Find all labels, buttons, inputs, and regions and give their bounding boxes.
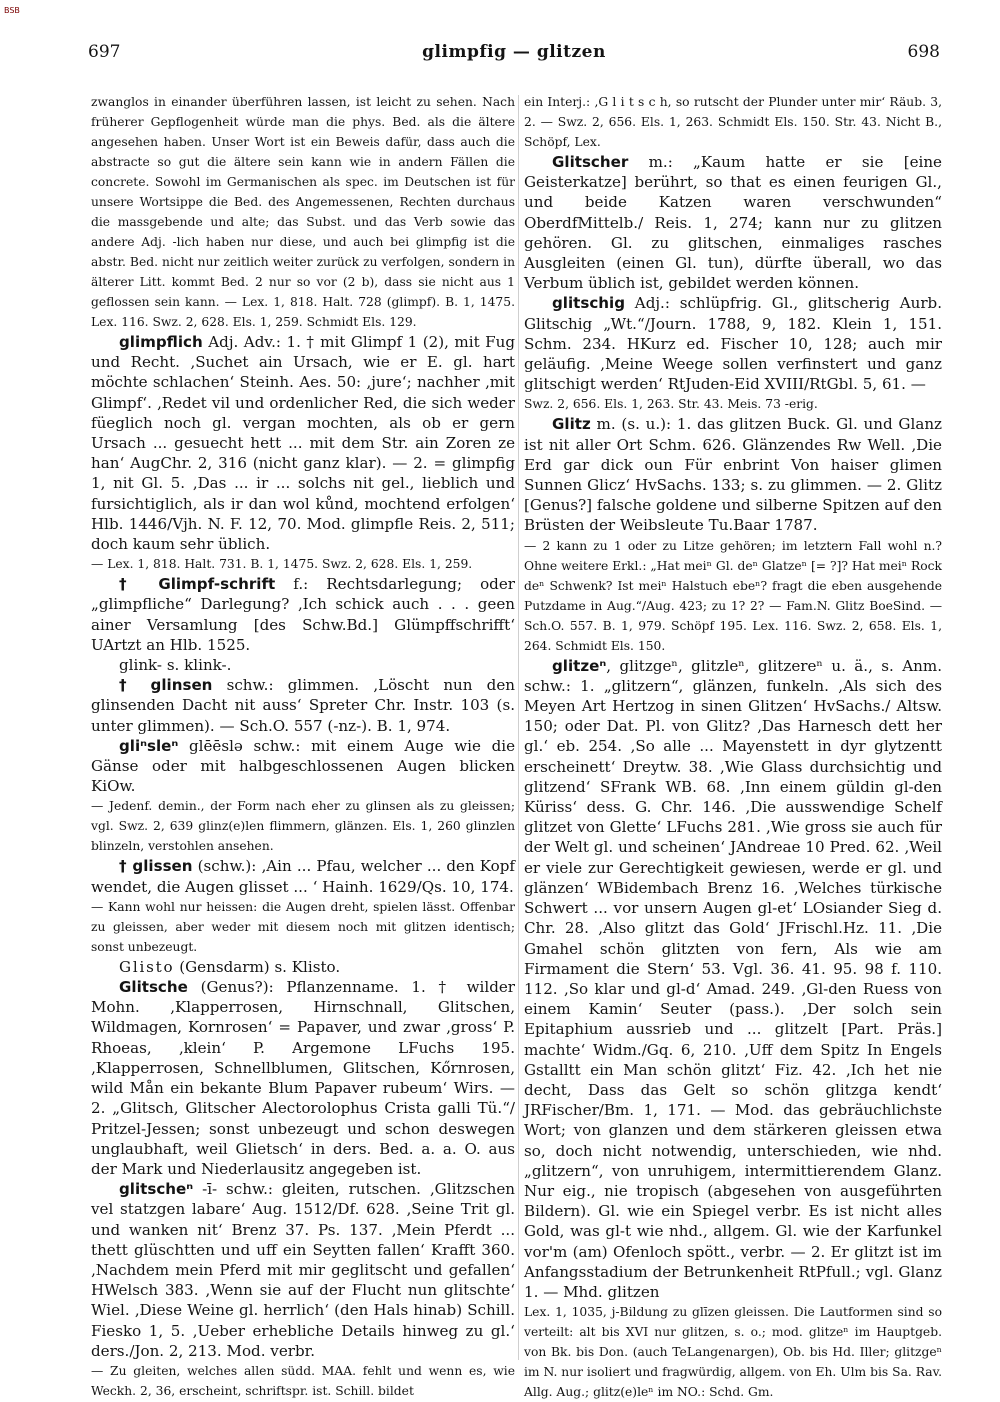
entry-text: Adj. Adv.: 1. † mit Glimpf 1 (2), mit Fug und Recht. ‚Suchet ain Ursach, wie er E. gl. hart möchte schlachen‘ Steinh. Aes. 50: ‚jure‘; nachher ‚mit Glimpf‘. ‚Redet vil und ordenlicher Red, die sich weder füeglich noch gl. vergan mochten, als ob er gern Ursach ... gesuecht hett ... mit dem Str. ain Zoren ze han‘ AugChr. 2, 316 (nicht ganz klar). — 2. = glimpfig 1, nit Gl. 5. ‚Das ... ir ... solchs nit gel., lieblich und fursichtiglich, als ir dan wol kůnd, mochtend erfolgen‘ Hlb. 1446/Vjh. N. F. 12, 70. Mod. glimpfle Reis. 2, 511; doch kaum sehr üblich.: [91, 333, 515, 554]
note-paragraph: [91, 92, 515, 332]
dictionary-entry: [91, 736, 515, 797]
dictionary-entry: [524, 152, 942, 293]
entry-text: ein Interj.: ‚G l i t s c h, so rutscht der Plunder unter mir‘ Räub. 3, 2. — Swz. 2, 656. Els. 1, 263. Schmidt Els. 150. Str. 43. Nicht B., Schöpf, Lex.: [524, 95, 942, 149]
dictionary-entry: [91, 675, 515, 736]
entry-text: — Zu gleiten, welches allen südd. MAA. fehlt und wenn es, wie Weckh. 2, 36, erscheint, schriftspr. ist. Schill. bildet: [91, 1363, 515, 1398]
dictionary-entry: [524, 656, 942, 1303]
page-number-right: 698: [907, 42, 940, 62]
entry-headword: † glinsen: [119, 676, 213, 695]
entry-text: f.: Rechtsdarlegung; oder „glimpfliche“ Darlegung? ‚Ich schick auch . . . geen ainer Versamlung [des Schw.Bd.] Glümpffschrifft‘ UArtzt an Hlb. 1525.: [91, 575, 515, 654]
entry-text: — Kann wohl nur heissen: die Augen dreht, spielen lässt. Offenbar zu gleissen, aber weder mit diesem noch mit glitzen identisch; sonst unbezeugt.: [91, 899, 515, 954]
entry-text: glēēslə schw.: mit einem Auge wie die Gänse oder mit halbgeschlossenen Augen blicken KiOw.: [91, 736, 515, 796]
entry-text: Lex. 1, 1035, j-Bildung zu glīzen gleissen. Die Lautformen sind so verteilt: alt bis XVI nur glitzen, s. o.; mod. glitzeⁿ im Hauptgeb. von Bk. bis Don. (auch TeLangenargen), Ob. bis Hd. Iller; glitzgeⁿ im N. nur isoliert und fragwürdig, allgem. von Eh. Ulm bis Sa. Rav. Allg. Aug.; glitz(e)leⁿ im NO.: Schd. Gm.: [524, 1305, 942, 1400]
entry-headword: gliⁿsleⁿ: [119, 736, 179, 755]
note-paragraph: [91, 1361, 515, 1401]
entry-headword: glitscheⁿ: [119, 1180, 194, 1199]
entry-headword: Glitscher: [552, 153, 629, 171]
left-column: [91, 92, 515, 1398]
entry-text: (Genus?): Pflanzenname. 1. † wilder Mohn. ‚Klapperrosen, Hirnschnall, Glitschen, Wildmagen, Kornrosen‘ = Papaver, und zwar ‚gross‘ P. Rhoeas, ‚klein‘ P. Argemone LFuchs 195. ‚Klapperrosen, Schnellblumen, Glitschen, Kőrnrosen, wild Mån ein bekante Blum Papaver rubeum‘ Wirs. — 2. „Glitsch, Glitscher Alectorolophus Crista galli Tü.“/ Pritzel-Jessen; sonst unbezeugt und schon deswegen unglaubhaft, weil Glietsch‘ in ders. Bed. a. a. O. aus der Mark und Niederlausitz angegeben ist.: [91, 978, 515, 1178]
entry-text: m.: „Kaum hatte er sie [eine Geisterkatze] berührt, so that es einen feurigen Gl., und beide Katzen waren verschwunden“ OberdfMittelb./ Reis. 1, 274; kann nur zu glitzen gehören. Gl. zu glitschen, einmaliges rasches Ausgleiten (einen Gl. tun), dürfte überall, wo das Verbum üblich ist, gebildet werden können.: [524, 153, 942, 293]
entry-text: — Jedenf. demin., der Form nach eher zu glinsen als zu gleissen; vgl. Swz. 2, 639 glinz(e)len flimmern, glänzen. Els. 1, 260 glinzlen blinzeln, verstohlen ansehen.: [91, 799, 515, 854]
note-paragraph: [91, 897, 515, 957]
note-paragraph: [524, 92, 942, 152]
dictionary-entry: [91, 1179, 515, 1361]
entry-headword: Glitz: [552, 415, 591, 434]
entry-headword: † glissen: [119, 857, 193, 876]
dictionary-entry: [524, 293, 942, 394]
entry-text: Swz. 2, 656. Els. 1, 263. Str. 43. Meis. 73 -erig.: [524, 397, 818, 412]
entry-headword: glitschig: [552, 294, 626, 313]
note-paragraph: [524, 1302, 942, 1402]
dictionary-entry: [91, 977, 515, 1179]
library-stamp: BSB: [4, 6, 20, 15]
page-title: glimpfig — glitzen: [422, 42, 606, 62]
entry-text: m. (s. u.): 1. das glitzen Buck. Gl. und Glanz ist nit aller Ort Schm. 626. Glänzendes Rw Well. ‚Die Erd gar dick oun Für enbrint Von haiser glimen Sunnen Glicz‘ HvSachs. 133; s. zu glimmen. — 2. Glitz [Genus?] falsche goldene und silberne Spitzen auf den Brüsten der Weibsleute Tu.Baar 1787.: [524, 415, 942, 535]
entry-text: — 2 kann zu 1 oder zu Litze gehören; im letztern Fall wohl n.? Ohne weitere Erkl.: „Hat meiⁿ Gl. deⁿ Glatzeⁿ [= ?]? Hat meiⁿ Rock deⁿ Schwenk? Ist meiⁿ Halstuch ebeⁿ? fragt die eben ausgehende Putzdame in Aug.“/Aug. 423; zu 1? 2? — Fam.N. Glitz BoeSind. — Sch.O. 557. B. 1, 979. Schöpf 195. Lex. 116. Swz. 2, 658. Els. 1, 264. Schmidt Els. 150.: [524, 538, 942, 653]
dictionary-entry: [91, 574, 515, 655]
entry-text: zwanglos in einander überführen lassen, ist leicht zu sehen. Nach früherer Gepflogenheit würde man die phys. Bed. als die ältere angesehen haben. Unser Wort ist ein Beweis dafür, dass auch die abstracte so gut die ältere sein kann wie in andern Fällen die concrete. Sowohl im Germanischen als spec. im Deutschen ist für unsere Wortsippe die Bed. des Angemessenen, Rechten durchaus die massgebende und alte; das Subst. und das Verb sowie das andere Adj. -lich haben nur diese, und auch bei glimpfig ist die abstr. Bed. nicht nur zeitlich weiter zurück zu verfolgen, sondern in älterer Litt. kommt Bed. 2 nur so vor (2 b), dass sie nicht aus 1 geflossen sein kann. — Lex. 1, 818. Halt. 728 (glimpf). B. 1, 1475. Lex. 116. Swz. 2, 628. Els. 1, 259. Schmidt Els. 129.: [91, 95, 515, 329]
dictionary-entry: [91, 957, 515, 977]
note-paragraph: [91, 554, 515, 574]
entry-headword: glitzeⁿ: [552, 656, 607, 675]
right-column: [524, 92, 942, 1400]
entry-headword: glimpflich: [119, 333, 203, 351]
entry-text: schw.: glimmen. ‚Löscht nun den glinsenden Dacht nit auss‘ Spreter Chr. Instr. 103 (s. unter glimmen). — Sch.O. 557 (-nz-). B. 1, 974.: [91, 676, 515, 735]
entry-text: (schw.): ‚Ain ... Pfau, welcher ... den Kopf wendet, die Augen glisset ... ‘ Hainh. 1629/Qs. 10, 174.: [91, 857, 515, 896]
note-paragraph: [524, 536, 942, 656]
entry-text: (Gensdarm) s. Klisto.: [174, 957, 341, 976]
entry-text: glink- s. klink-.: [119, 656, 232, 675]
entry-headword: Glitsche: [119, 978, 188, 997]
entry-text: , glitzgeⁿ, glitzleⁿ, glitzereⁿ u. ä., s. Anm. schw.: 1. „glitzern“, glänzen, funkeln. ‚Als sich des Meyen Art Hertzog in sinen Glitzen‘ HvSachs./ Altsw. 150; oder Dat. Pl. von Glitz? ‚Das Harnesch dett her gl.‘ eb. 254. ‚So alle ... Mayenstett in dyr glytzentt erscheinett‘ Dreytw. 38. ‚Wie Glass durchsichtig und glitzend‘ SFrank WB. 68. ‚Inn einem güldin gl-den Küriss‘ dess. G. Chr. 146. ‚Die ausswendige Schelf glitzet von Glette‘ LFuchs 281. ‚Wie gross sie auch für der Welt gl. und scheinen‘ JAndreae 10 Pred. 62. ‚Weil er viele zur Gerechtigkeit gewiesen, werde er gl. und glänzen‘ WBidembach Brenz 16. ‚Welches türkische Schwert ... vor unsern Augen gl-et‘ LOsiander Sieg d. Chr. 28. ‚Also glitzt das Gold‘ JFrischl.Hz. 11. ‚Die Gmahel schön glitzten von fern, Als wie am Firmament die Stern‘ 53. Vgl. 36. 41. 95. 98 f. 110. 112. ‚So klar und gl-d‘ Amad. 249. ‚Gl-den Ruess von einem Kamin‘ Seuter (pass.). ‚Der solch sein Epitaphium aussrieb und ... glitzelt [Part. Präs.] machte‘ Widm./Gq. 6, 210. ‚Uff dem Spitz In Engels Gstalltt ein Man schön glitzt‘ Fiz. 42. ‚Ich het nie decht, Dass das Gelt so schön glitzga kendt‘ JRFischer/Bm. 1, 171. — Mod. das gebräuchlichste Wort; von glanzen und dem stärkeren gleissen etwa so, doch nicht notwendig, unterschieden, wie nhd. „glitzern“, von unruhigem, intermittierendem Glanz. Nur eig., nie tropisch (abgesehen von ausgeführten Bildern). Gl. wie ein Spiegel verbr. Es ist nicht alles Gold, was gl-t wie nhd., allgem. Gl. wie der Karfunkel vor'm (am) Ofenloch spött., verbr. — 2. Er glitzt ist im Anfangsstadium der Betrunkenheit RtPfull.; vgl. Glanz 1. — Mhd. glitzen: [524, 656, 942, 1301]
note-paragraph: [524, 394, 942, 414]
column-divider: [518, 95, 519, 1360]
running-head: [88, 42, 940, 72]
entry-headword: † Glimpf-schrift: [119, 575, 276, 594]
dictionary-entry: [91, 856, 515, 896]
page-number-left: 697: [88, 42, 121, 62]
entry-text: Adj.: schlüpfrig. Gl., glitscherig Aurb. Glitschig „Wt.“/Journ. 1788, 9, 182. Klein 1, 151. Schm. 234. HKurz ed. Fischer 10, 128; auch mir geläufig. ‚Meine Weege sollen verfinstert und ganz glitschigt werden‘ RtJuden-Eid XVIII/RtGbl. 5, 61. —: [524, 294, 942, 394]
dictionary-entry: [91, 655, 515, 675]
dictionary-entry: [91, 332, 515, 554]
entry-text: -ī- schw.: gleiten, rutschen. ‚Glitzschen vel statzgen labare‘ Aug. 1512/Df. 628. ‚Seine Trit gl. und wanken nit‘ Brenz 37. Ps. 137. ‚Mein Pferdt ... thett glüschtten und uff ein Seytten fallen‘ Krafft 360. ‚Nachdem mein Pferd mit mir geglitscht und gefallen‘ HWelsch 383. ‚Wenn sie auf der Flucht nun glitschte‘ Wiel. ‚Diese Weine gl. herrlich‘ (den Hals hinab) Schill. Fiesko 1, 5. ‚Ueber erhebliche Details hinweg zu gl.‘ ders./Jon. 2, 213. Mod. verbr.: [91, 1180, 515, 1360]
entry-headword: Glisto: [119, 957, 175, 976]
note-paragraph: [91, 796, 515, 856]
dictionary-entry: [524, 414, 942, 535]
entry-text: — Lex. 1, 818. Halt. 731. B. 1, 1475. Swz. 2, 628. Els. 1, 259.: [91, 557, 473, 572]
